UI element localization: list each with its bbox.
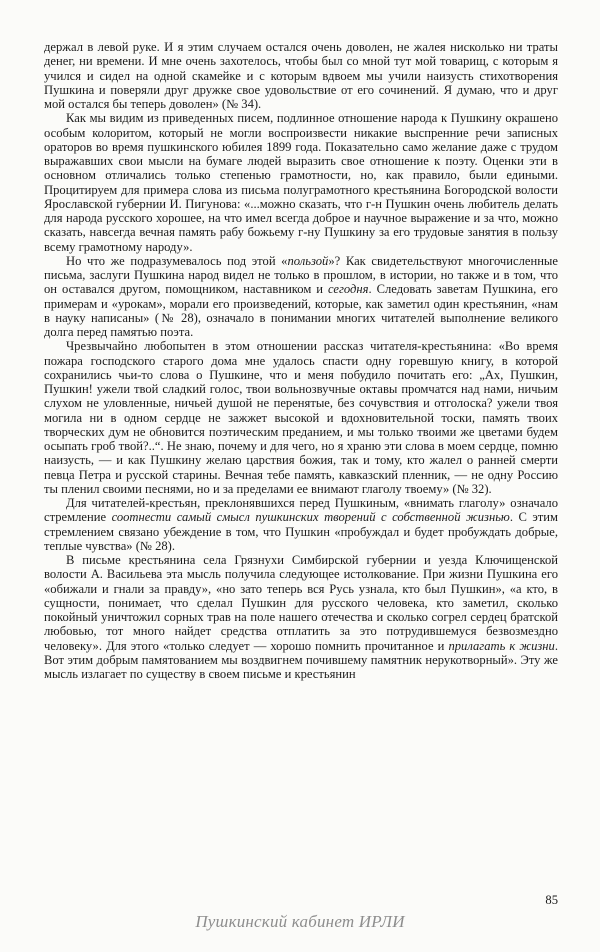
emphasis-text: прилагать к жизни xyxy=(448,638,555,653)
text-run: держал в левой руке. И я этим случаем остался очень доволен, не жалея нисколько ни траты денег, ни времени. И мне очень захотелось, чтобы был со мной тут мой товарищ, с которым я учился и сидел на одной скамейке и с которым вдвоем мы учили наизусть стихотворения Пушкина и поверяли друг дружке свое удовольствие от его сочинений. Я думаю, что и друг мой остался бы теперь доволен» (№ 34). xyxy=(44,40,558,111)
emphasis-text: соотнести самый смысл пушкинских творений с собственной жизнью xyxy=(111,510,510,525)
paragraph xyxy=(44,339,558,496)
paragraph xyxy=(44,553,558,681)
emphasis-text: сегодня xyxy=(327,282,369,297)
text-run: В письме крестьянина села Грязнухи Симбирской губернии и уезда Ключищенской волости А. Васильева эта мысль получила следующее истолкование. При жизни Пушкина его «обижали и гнали за правду», «но зато теперь вся Русь узнала, кто был Пушкин», «а кто, в сущности, понимает, что сделал Пушкин для русского человека, кто заметил, сколько покойный уничтожил сорных трав на поле нашего отечества и сколько согрел сердец братской любовью, тот много найдет средства отплатить за это потрудившемуся безвозмездно человеку». Для этого «только следует — хорошо помнить прочитанное и xyxy=(44,553,558,653)
text-run: Чрезвычайно любопытен в этом отношении рассказ читателя-крестьянина: «Во время пожара господского старого дома мне удалось спасти одну горевшую книгу, в которой сохранились чьи-то слова о Пушкине, что и меня побудило почитать его: „Ах, Пушкин, Пушкин! ужели твой сладкий голос, твои вольнозвучные октавы промчатся над нами, ничьим слухом не уловленные, ничьей душой не перенятые, без сочувствия и отголоска? ужели твоя могила ни в одном сердце не зажжет высокой и вдохновительной тоски, память твоих творческих дум не обновится поэтическим преданием, и мы только твоими же цветами будем осыпать гроб твой?..“. Не знаю, почему и для чего, но я храню эти слова в моем сердце, помню наизусть, — и как Пушкину желаю царствия божия, так и тому, кто жалел о ранней смерти певца Петра и русской старины. Вечная тебе память, кавказский пленник, — не одну Россию ты пленил своими песнями, но и за пределами ее внимают глаголу твоему» (№ 32). xyxy=(44,339,558,496)
text-run: Как мы видим из приведенных писем, подлинное отношение народа к Пушкину окрашено особым колоритом, который не могли воспроизвести никакие выспренние речи записных ораторов во время пушкинского юбилея 1899 года. Показательно само желание даже с трудом выражавших свои мысли на бумаге людей выразить свое отношение к поэту. Оценки эти в основном отличались только степенью грамотности, но, как правило, были едиными. Процитируем для примера слова из письма полуграмотного крестьянина Богородской волости Ярославской губернии И. Пигунова: «...можно сказать, что г-н Пушкин очень любитель делать для народа русского хорошее, на что имел всегда доброе и научное выражение и за что, можно сказать, навсегда вечная память рабу божьему г-ну Пушкину за его трудовые занятия в пользу всему грамотному народу». xyxy=(44,111,558,254)
page-number: 85 xyxy=(545,893,558,907)
emphasis-text: пользой xyxy=(287,253,329,268)
paragraph xyxy=(44,40,558,111)
text-run: »? Как свидетельствуют многочисленные письма, заслуги Пушкина народ видел не только в прошлом, в истории, но также и в том, что он оставался другом, помощником, наставником и xyxy=(44,253,558,297)
paragraph xyxy=(44,254,558,340)
text-run: . С этим стремлением связано убеждение в том, что Пушкин «пробуждал и будет пробуждать добрые, теплые чувства» (№ 28). xyxy=(44,510,558,553)
paragraph xyxy=(44,111,558,254)
text-run: . Вот этим добрым памятованием мы воздвигнем почившему памятник нерукотворный». Эту же мысль излагает по существу в своем письме и крестьянин xyxy=(44,638,558,681)
text-run: Но что же подразумевалось под этой « xyxy=(66,253,288,268)
text-run: . Следовать заветам Пушкина, его примерам и «урокам», морали его произведений, которые, как заметил один крестьянин, «нам в науку написаны» (№ 28), означало в понимании многих читателей выполнение великого долга перед памятью поэта. xyxy=(44,282,558,339)
paragraph xyxy=(44,496,558,553)
watermark-footer: Пушкинский кабинет ИРЛИ xyxy=(195,912,405,931)
text-run: Для читателей-крестьян, преклонявшихся перед Пушкиным, «внимать глаголу» означало стремление xyxy=(44,496,558,525)
body-text xyxy=(44,40,558,681)
